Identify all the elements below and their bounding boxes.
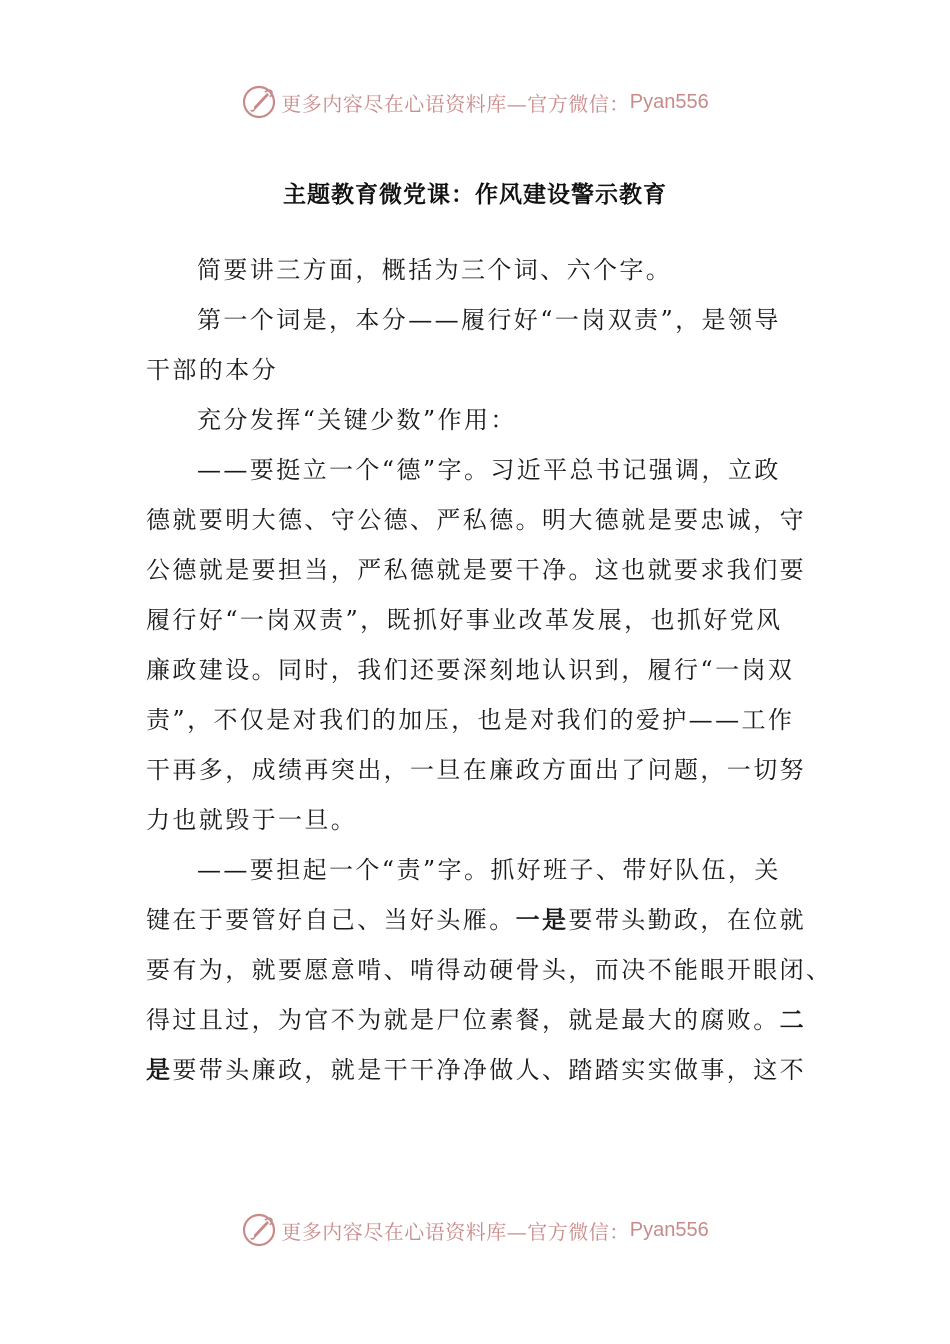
paragraph-line: ——要挺立一个“德”字。习近平总书记强调，立政 [197,456,781,484]
paragraph-line: 充分发挥“关键少数”作用： [197,406,517,434]
paragraph-line: 要有为，就要愿意啃、啃得动硬骨头，而决不能眼开眼闭、 [146,956,833,984]
paragraph-line: ——要担起一个“责”字。抓好班子、带好队伍，关 [197,856,781,884]
paragraph-line: 履行好“一岗双责”，既抓好事业改革发展，也抓好党风 [146,606,783,634]
emphasis-text: 是 [146,1055,173,1084]
paragraph-line [146,895,807,945]
header-banner [0,82,950,122]
line-segment: 要带头勤政，在位就 [568,906,807,934]
line-segment: 要带头廉政，就是干干净净做人、踏踏实实做事，这不 [172,1056,807,1084]
document-title: 主题教育微党课：作风建设警示教育 [283,181,667,208]
line-segment: 键在于要管好自己、当好头雁。 [146,906,516,934]
banner-text: 更多内容尽在心语资料库—官方微信： [281,1219,630,1244]
paragraph-line: 第一个词是，本分——履行好“一岗双责”，是领导 [197,306,781,334]
quill-logo-icon [241,84,277,120]
paragraph-line: 廉政建设。同时，我们还要深刻地认识到，履行“一岗双 [146,656,795,684]
paragraph-line: 力也就毁于一旦。 [146,806,358,834]
footer-banner [0,1210,950,1250]
line-segment: 得过且过，为官不为就是尸位素餐，就是最大的腐败。 [146,1006,780,1034]
paragraph-line: 德就要明大德、守公德、严私德。明大德就是要忠诚，守 [146,506,806,534]
emphasis-text: 二 [779,1005,807,1034]
paragraph-line: 干再多，成绩再突出，一旦在廉政方面出了问题，一切努 [146,756,806,784]
paragraph-line: 干部的本分 [146,356,278,384]
paragraph-line: 简要讲三方面，概括为三个词、六个字。 [197,256,673,284]
banner-wechat-id: Pyan556 [629,90,709,113]
paragraph-line [146,1045,807,1095]
emphasis-text: 一是 [515,905,569,934]
banner-wechat-id: Pyan556 [629,1218,709,1241]
paragraph-line: 公德就是要担当，严私德就是要干净。这也就要求我们要 [146,556,806,584]
banner-text: 更多内容尽在心语资料库—官方微信： [281,91,630,116]
quill-logo-icon [241,1212,277,1248]
document-body [146,245,833,1095]
paragraph-line: 责”，不仅是对我们的加压，也是对我们的爱护——工作 [146,706,795,734]
paragraph-line [146,995,807,1045]
